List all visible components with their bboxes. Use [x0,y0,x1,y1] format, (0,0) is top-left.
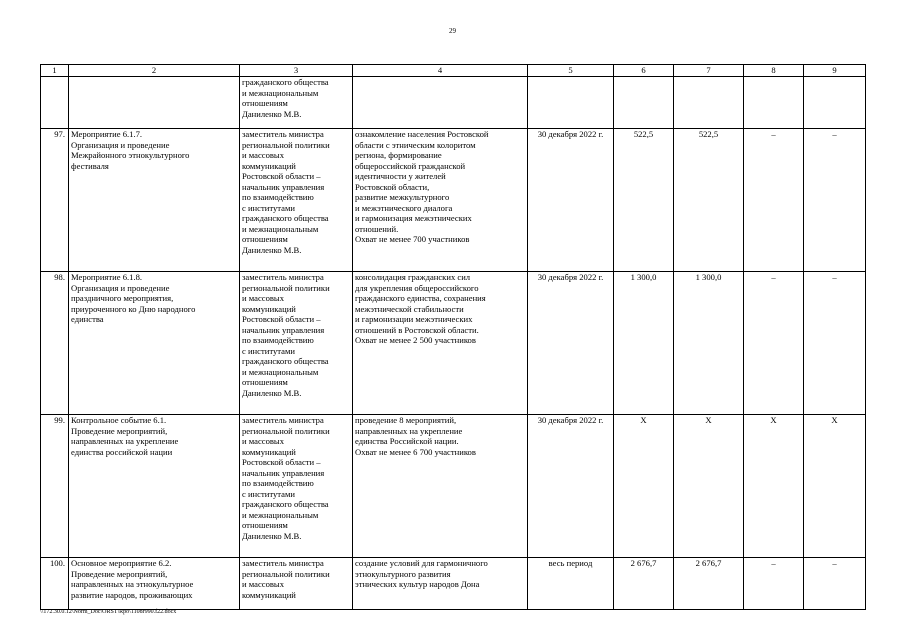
table-row [41,558,866,610]
event-name-cell [69,77,240,129]
value-cell: X [614,415,674,558]
value-cell: 2 676,7 [614,558,674,610]
row-number-cell: 98. [41,272,69,415]
result-cell: проведение 8 мероприятий, направленных на укрепление единства Российской нации. Охват не менее 6 700 участников [353,415,528,558]
result-cell: ознакомление населения Ростовской области с этническим колоритом региона, формирование общероссийской гражданской идентичности у жителей Ростовской области, развитие межкультурного и межэтнического диалога и гармонизация межэтнических отношений. Охват не менее 700 участников [353,129,528,272]
date-cell [528,77,614,129]
footer-file-path: \\172.30.0.12\Norm_Doc\ORST\Rpo\1108r990.f22.docx [40,609,177,615]
column-header: 3 [240,65,353,77]
value-cell: – [804,558,866,610]
value-cell [614,77,674,129]
program-table [40,64,866,610]
row-number-cell: 99. [41,415,69,558]
value-cell: X [674,415,744,558]
value-cell [674,77,744,129]
column-header: 4 [353,65,528,77]
value-cell: – [744,272,804,415]
column-header: 9 [804,65,866,77]
value-cell: 522,5 [674,129,744,272]
row-number-cell: 100. [41,558,69,610]
page-number: 29 [449,27,456,35]
date-cell: весь период [528,558,614,610]
value-cell: – [744,129,804,272]
value-cell: X [744,415,804,558]
event-name-cell: Основное мероприятие 6.2. Проведение мероприятий, направленных на этнокультурное развитие народов, проживающих [69,558,240,610]
responsible-cell: заместитель министра региональной политики и массовых коммуникаций [240,558,353,610]
value-cell: 1 300,0 [614,272,674,415]
result-cell: консолидация гражданских сил для укрепления общероссийского гражданского единства, сохранения межэтнической стабильности и гармонизации межэтнических отношений в Ростовской области. Охват не менее 2 500 участников [353,272,528,415]
table-row [41,272,866,415]
event-name-cell: Мероприятие 6.1.7. Организация и проведение Межрайонного этнокультурного фестиваля [69,129,240,272]
responsible-cell: заместитель министра региональной политики и массовых коммуникаций Ростовской области – начальник управления по взаимодействию с институтами гражданского общества и межнациональным отношениям Даниленко М.В. [240,415,353,558]
responsible-cell: заместитель министра региональной политики и массовых коммуникаций Ростовской области – начальник управления по взаимодействию с институтами гражданского общества и межнациональным отношениям Даниленко М.В. [240,272,353,415]
date-cell: 30 декабря 2022 г. [528,272,614,415]
value-cell: – [744,558,804,610]
value-cell: – [804,272,866,415]
column-header: 5 [528,65,614,77]
event-name-cell: Контрольное событие 6.1. Проведение мероприятий, направленных на укрепление единства российской нации [69,415,240,558]
column-header: 7 [674,65,744,77]
row-number-cell: 97. [41,129,69,272]
column-header: 8 [744,65,804,77]
table-row [41,415,866,558]
result-cell [353,77,528,129]
column-header: 1 [41,65,69,77]
value-cell [804,77,866,129]
date-cell: 30 декабря 2022 г. [528,129,614,272]
result-cell: создание условий для гармоничного этнокультурного развития этнических культур народов Дона [353,558,528,610]
responsible-cell: заместитель министра региональной политики и массовых коммуникаций Ростовской области – начальник управления по взаимодействию с институтами гражданского общества и межнациональным отношениям Даниленко М.В. [240,129,353,272]
value-cell: 1 300,0 [674,272,744,415]
value-cell: – [804,129,866,272]
table-row [41,129,866,272]
column-number-row [41,65,866,77]
value-cell: X [804,415,866,558]
row-number-cell [41,77,69,129]
table-row-continuation [41,77,866,129]
value-cell: 522,5 [614,129,674,272]
value-cell [744,77,804,129]
column-header: 2 [69,65,240,77]
responsible-cell: гражданского общества и межнациональным отношениям Даниленко М.В. [240,77,353,129]
date-cell: 30 декабря 2022 г. [528,415,614,558]
value-cell: 2 676,7 [674,558,744,610]
event-name-cell: Мероприятие 6.1.8. Организация и проведение праздничного мероприятия, приуроченного ко Дню народного единства [69,272,240,415]
column-header: 6 [614,65,674,77]
